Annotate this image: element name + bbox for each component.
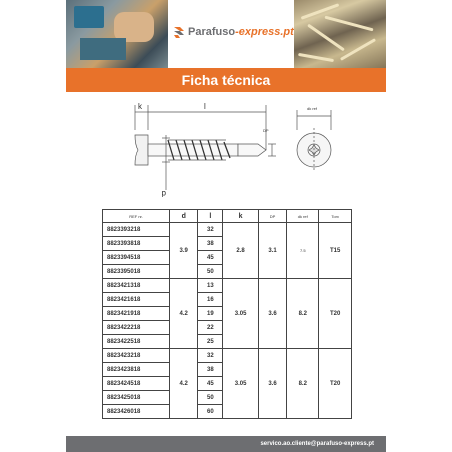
contact-email-link[interactable]: servico.ao.cliente@parafuso-express.pt	[260, 441, 374, 447]
torx-cell: T20	[319, 279, 352, 349]
dim-label-dp: DP	[263, 128, 269, 133]
logo-icon	[172, 25, 186, 39]
k-cell: 2.8	[223, 223, 259, 279]
col-header-dp: DP	[258, 210, 286, 223]
dp-cell: 3.6	[258, 349, 286, 419]
k-cell: 3.05	[223, 349, 259, 419]
ref-cell: 8823393218	[103, 223, 170, 237]
ref-cell: 8823422518	[103, 335, 170, 349]
l-cell: 50	[198, 391, 223, 405]
dim-label-l: l	[204, 102, 206, 111]
ref-cell: 8823421918	[103, 307, 170, 321]
title-bar	[66, 68, 386, 92]
header-photo-screws	[294, 0, 386, 68]
footer-bar	[66, 436, 386, 452]
page-title: Ficha técnica	[181, 72, 271, 88]
k-cell: 3.05	[223, 279, 259, 349]
l-cell: 22	[198, 321, 223, 335]
dk-cell: 8.2	[287, 349, 319, 419]
ref-cell: 8823425018	[103, 391, 170, 405]
col-header-ref: REF nr.	[103, 210, 170, 223]
d-cell: 3.9	[170, 223, 198, 279]
dk-cell: 7.5	[287, 223, 319, 279]
ref-cell: 8823423218	[103, 349, 170, 363]
table-header-row	[103, 210, 352, 223]
table-row	[103, 223, 352, 237]
ref-cell: 8823424518	[103, 377, 170, 391]
torx-cell: T20	[319, 349, 352, 419]
l-cell: 60	[198, 405, 223, 419]
d-cell: 4.2	[170, 349, 198, 419]
l-cell: 32	[198, 349, 223, 363]
ref-cell: 8823426018	[103, 405, 170, 419]
ref-cell: 8823423818	[103, 363, 170, 377]
l-cell: 16	[198, 293, 223, 307]
dim-label-dk: dk ref	[307, 106, 318, 111]
l-cell: 38	[198, 363, 223, 377]
table-row	[103, 349, 352, 363]
logo	[168, 0, 294, 68]
header-photo-tools	[66, 0, 168, 68]
dim-label-k: k	[138, 102, 142, 111]
col-header-l: l	[198, 210, 223, 223]
ref-cell: 8823422218	[103, 321, 170, 335]
l-cell: 25	[198, 335, 223, 349]
l-cell: 13	[198, 279, 223, 293]
d-cell: 4.2	[170, 279, 198, 349]
logo-text	[188, 26, 294, 38]
ref-cell: 8823421618	[103, 293, 170, 307]
dp-cell: 3.6	[258, 279, 286, 349]
dp-cell: 3.1	[258, 223, 286, 279]
l-cell: 45	[198, 377, 223, 391]
torx-cell: T15	[319, 223, 352, 279]
screw-technical-drawing	[100, 100, 360, 200]
spec-table	[102, 209, 352, 419]
col-header-torx: Torx	[319, 210, 352, 223]
ref-cell: 8823393818	[103, 237, 170, 251]
table-row	[103, 279, 352, 293]
col-header-dk: dk ref	[287, 210, 319, 223]
dk-cell: 8.2	[287, 279, 319, 349]
dim-label-d: d	[161, 189, 166, 198]
ref-cell: 8823395018	[103, 265, 170, 279]
ref-cell: 8823421318	[103, 279, 170, 293]
col-header-k: k	[223, 210, 259, 223]
ref-cell: 8823394518	[103, 251, 170, 265]
logo-accent: -express.pt	[235, 26, 294, 38]
l-cell: 32	[198, 223, 223, 237]
l-cell: 45	[198, 251, 223, 265]
logo-main: Parafuso	[188, 26, 236, 38]
col-header-d: d	[170, 210, 198, 223]
l-cell: 19	[198, 307, 223, 321]
l-cell: 38	[198, 237, 223, 251]
l-cell: 50	[198, 265, 223, 279]
